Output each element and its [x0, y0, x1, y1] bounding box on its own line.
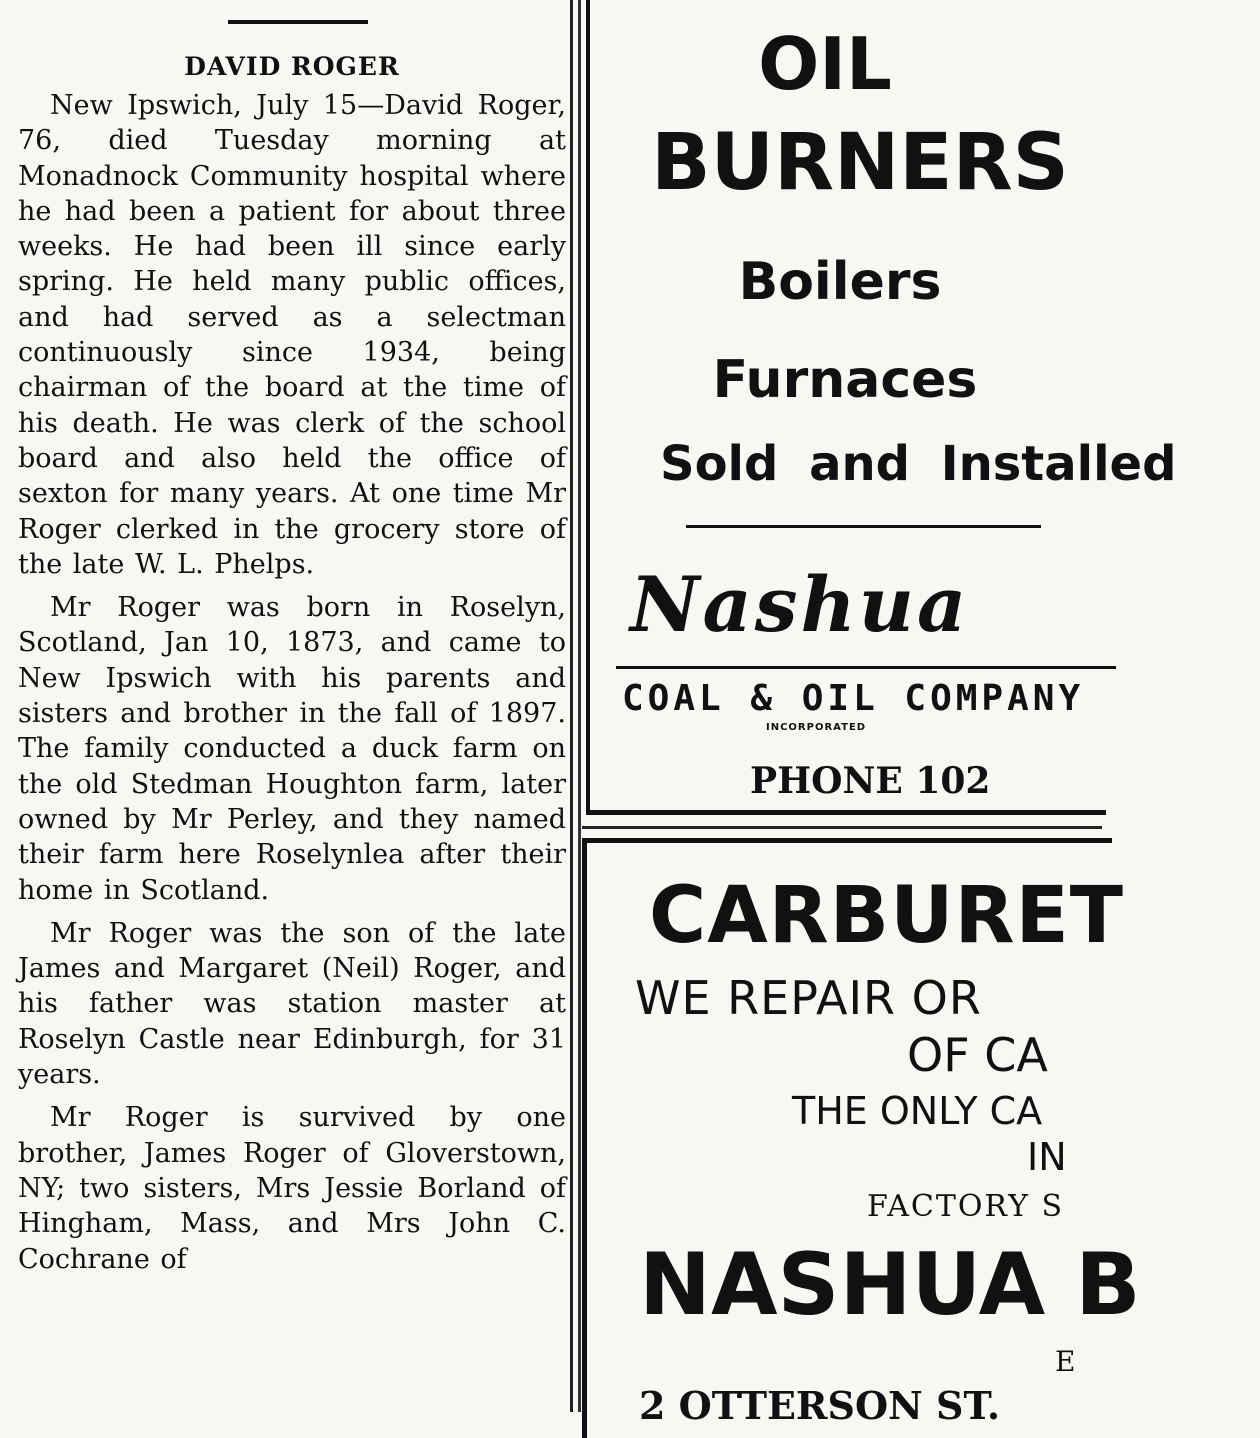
obituary-paragraph: Mr Roger was the son of the late James and Margaret (Neil) Roger, and his father was station master at Roselyn Castle near Edinburgh, for 31 years.	[18, 917, 566, 1091]
ad-divider	[686, 525, 1041, 528]
column-top-rule	[228, 20, 368, 24]
ad-line-of-ca: OF CA	[907, 1028, 1048, 1082]
company-script-logo: Nashua	[630, 560, 970, 649]
ad-line-furnaces: Furnaces	[712, 350, 978, 410]
obituary-paragraph: New Ipswich, July 15—David Roger, 76, died Tuesday morning at Monadnock Community hospital where he had been a patient for about three weeks. He had been ill since early spring. He held many public offices, and had served as a selectman continuously since 1934, being chairman of the board at the time of his death. He was clerk of the school board and also held the office of sexton for many years. At one time Mr Roger clerked in the grocery store of the late W. L. Phelps.	[18, 90, 566, 580]
ad-divider	[616, 666, 1116, 669]
ad-headline-burners: BURNERS	[651, 118, 1069, 208]
ad-line-in: IN	[1027, 1135, 1067, 1179]
ad-line-only-ca: THE ONLY CA	[792, 1089, 1043, 1133]
ad-line-repair: WE REPAIR OR	[635, 971, 982, 1025]
obituary-paragraph: Mr Roger is survived by one brother, James Roger of Gloverstown, NY; two sisters, Mrs Jessie Borland of Hingham, Mass, and Mrs John C. Cochrane of	[18, 1102, 566, 1275]
ad-border-line	[582, 826, 1102, 829]
carburetor-advertisement	[582, 838, 1141, 1438]
obituary-article	[18, 52, 566, 1285]
ad-line-sold-installed: Sold and Installed	[660, 436, 1177, 492]
ad-line-boilers: Boilers	[738, 252, 942, 312]
company-name: COAL & OIL COMPANY	[622, 678, 1085, 719]
column-divider	[570, 0, 573, 1412]
oil-burner-advertisement	[586, 0, 1177, 815]
phone-number: PHONE 102	[750, 760, 991, 802]
obituary-paragraph: Mr Roger was born in Roselyn, Scotland, Jan 10, 1873, and came to New Ipswich with his parents and sisters and brother in the fall of 1897. The family conducted a duck farm on the old Stedman Houghton farm, later owned by Mr Perley, and they named their farm here Roselynlea after their home in Scotland.	[18, 592, 566, 906]
ad-line-factory: FACTORY S	[867, 1189, 1064, 1224]
incorporated-label: INCORPORATED	[766, 722, 867, 733]
ad-headline-carburetor: CARBURET	[649, 871, 1125, 961]
ad-address: 2 OTTERSON ST.	[639, 1383, 1001, 1428]
ad-business-name: NASHUA B	[639, 1235, 1141, 1335]
ad-headline-oil: OIL	[758, 22, 892, 106]
ad-line-es: E	[1055, 1345, 1076, 1378]
obituary-headline: DAVID ROGER	[184, 52, 400, 81]
column-divider	[578, 0, 581, 1412]
